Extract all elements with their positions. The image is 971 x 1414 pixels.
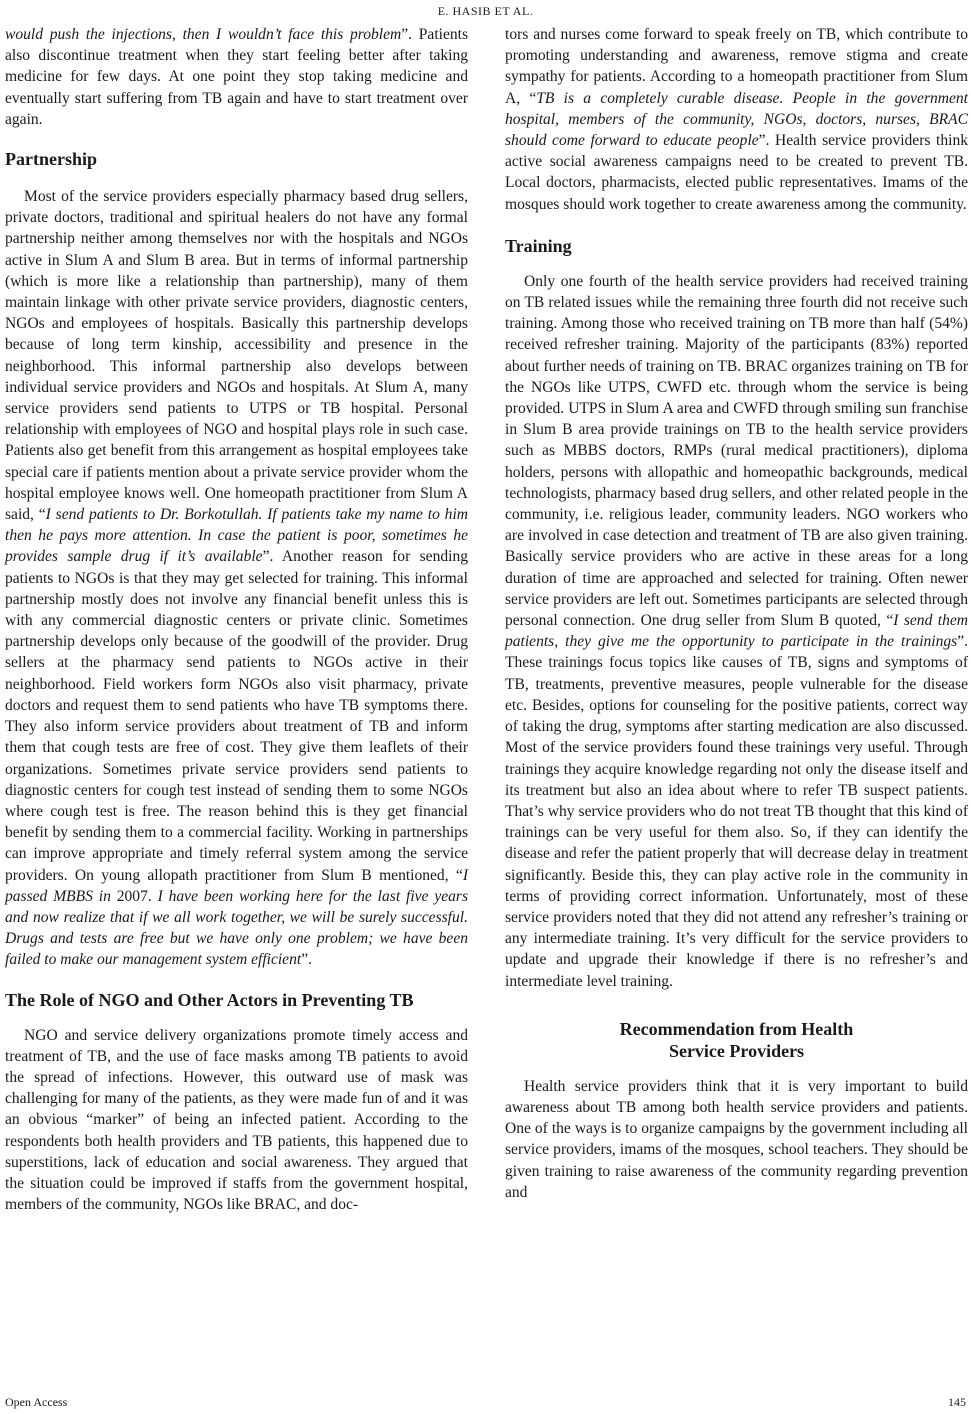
heading-line: Service Providers [668, 1040, 805, 1061]
quote-italic: I send patients to Dr. Borkotullah. If patients take my name to him then he pays more attention. In case the patient is poor, sometimes he provides sample drug if it’s available [5, 506, 468, 566]
quote-italic: I have been working here for the last five years and now realize that if we all work together, we will be surely successful. Drugs and tests are free but we have only one problem; we have been failed to make our management system efficient [5, 887, 468, 969]
section-heading-partnership: Partnership [5, 149, 97, 170]
quote-italic: I passed MBBS in [5, 866, 468, 905]
running-head: E. HASIB ET AL. [437, 4, 534, 18]
quote-italic: I send them patients, they give me the opportunity to participate in the trainings [505, 612, 968, 651]
paragraph: Most of the service providers especially pharmacy based drug sellers, private doctors, traditional and spiritual healers do not have any formal partnership neither among themselves nor with the hospitals and NGOs active in Slum A and Slum B area. But in terms of informal partnership (which is more like a relationship than partnership), many of them maintain linkage with other private service providers, diagnostic centers, NGOs and employees of hospitals. Basically this partnership develops because of long term kinship, accessibility and presence in the neighborhood. This informal partnership also develops between individual service providers and NGOs and hospitals. At Slum A, many service providers send patients to UTPS or TB hospital. Personal relationship with employees of NGO and hospital plays role in such case. Patients also get benefit from this arrangement as hospital employees take special care if patients mention about a private service provider whom the hospital employee knows well. One homeopath practitioner from Slum A said, “I send patients to Dr. Borkotullah. If patients take my name to him then he pays more attention. In case the patient is poor, sometimes he provides sample drug if it’s available”. Another reason for sending patients to NGOs is that they may get selected for training. This informal partnership mostly does not involve any financial benefit unless this is with any commercial diagnostic centers or private clinic. Sometimes partnership develops only because of the goodwill of the provider. Drug sellers at the pharmacy send patients to NGOs active in their neighborhood. Field workers form NGOs also visit pharmacy, private doctors and request them to send patients who have TB symptoms there. They also inform service providers about treatment of TB and inform them that cough tests are free of cost. They give them leaflets of their organizations. Sometimes private service providers send patients to diagnostic centers for cough test instead of sending them to some NGOs where cough test is free. The reason behind this is they get financial benefit by sending them to a commercial facility. Working in partnerships can improve appropriate and timely referral system among the service providers. On young allopath practitioner from Slum B mentioned, “I passed MBBS in 2007. I have been working here for the last five years and now realize that if we all work together, we will be surely successful. Drugs and tests are free but we have only one problem; we have been failed to make our management system efficient”. [5, 188, 468, 969]
page-footer [5, 1395, 966, 1410]
paragraph: would push the injections, then I wouldn’t face this problem”. Patients also discontinue treatment when they start feeling better after taking medicine for few days. At one point they stop taking medicine and eventually start suffering from TB again and have to start treatment over again. [5, 26, 468, 128]
paragraph: Only one fourth of the health service providers had received training on TB related issues while the remaining three fourth did not receive such training. Among those who received training on TB more than half (54%) received refresher training. Majority of the participants (83%) reported about further needs of training on TB. BRAC organizes training on TB for the NGOs like UTPS, CWFD etc. through whom the service is being provided. UTPS in Slum A area and CWFD through smiling sun franchise in Slum B area provide trainings on TB to the health service providers such as MBBS doctors, RMPs (rural medical practitioners), diploma holders, persons with allopathic and homeopathic backgrounds, medical technologists, pharmacy based drug sellers, and other related people in the community, i.e. religious leader, community leaders. NGO workers who are involved in case detection and treatment of TB are also given training. Basically service providers who are active in these areas for a long duration of time are approached and selected for training. Often newer service providers are left out. Sometimes participants are selected through personal connection. One drug seller from Slum B quoted, “I send them patients, they give me the opportunity to participate in the trainings”. These trainings focus topics like causes of TB, signs and symptoms of TB, treatments, preventive measures, people vulnerable for the disease etc. Besides, options for counseling for the positive patients, correct way of taking the drug, symptoms after starting medication are also discussed. Most of the service providers found these trainings very useful. Through trainings they acquire knowledge regarding not only the disease itself and its treatment but also an idea about where to refer TB suspect patients. That’s why service providers who do not treat TB thought that this kind of trainings can be very useful for them also. So, if they can identify the disease and refer the patient properly that will decrease delay in treatment significantly. Beside this, they can play active role in the community in terms of providing correct information. Unfortunately, most of these service providers noted that they did not attend any refresher’s training or any intermediate training. It’s very difficult for the service providers to update and upgrade their knowledge if there is no refresher’s and intermediate level training. [505, 272, 968, 990]
heading-line: Recommendation from Health [619, 1018, 854, 1039]
paragraph: tors and nurses come forward to speak freely on TB, which contribute to promoting understanding and awareness, remove stigma and create sympathy for patients. According to a homeopath practitioner from Slum A, “TB is a completely curable disease. People in the government hospital, members of the community, NGOs, doctors, nurses, BRAC should come forward to educate people”. Health service providers think active social awareness campaigns need to be created to prevent TB. Local doctors, pharmacists, elected public representatives. Imams of the mosques should work together to create awareness among the community. [505, 26, 969, 213]
footer-open-access: Open Access [5, 1395, 68, 1409]
section-heading-training: Training [505, 235, 572, 256]
page-number: 145 [948, 1395, 966, 1409]
quote-italic: would push the injections, then I wouldn’t face this problem [5, 26, 402, 43]
paragraph: Health service providers think that it is very important to build awareness about TB among both health service providers and patients. One of the ways is to organize campaigns by the government including all service providers, imams of the mosques, school teachers. They should be given training to raise awareness of the community regarding prevention and [505, 1077, 968, 1201]
right-column [505, 24, 968, 1203]
paragraph: NGO and service delivery organizations promote timely access and treatment of TB, and the use of face masks among TB patients to avoid the spread of infections. However, this outward use of mask was challenging for many of the patients, as they were made fun of and it was an obvious “marker” of being an infected patient. According to the respondents both health providers and TB patients, this happened due to superstitions, lack of education and social awareness. They argued that the situation could be improved if staffs from the government hospital, members of the community, NGOs like BRAC, and doc- [5, 1026, 468, 1214]
quote-italic: TB is a completely curable disease. People in the government hospital, members of the community, NGOs, doctors, nurses, BRAC should come forward to educate people [505, 89, 969, 150]
section-heading-role-of-ngo: The Role of NGO and Other Actors in Preventing TB [5, 989, 414, 1010]
left-column [5, 24, 468, 1215]
section-heading-recommendation [505, 1018, 968, 1062]
